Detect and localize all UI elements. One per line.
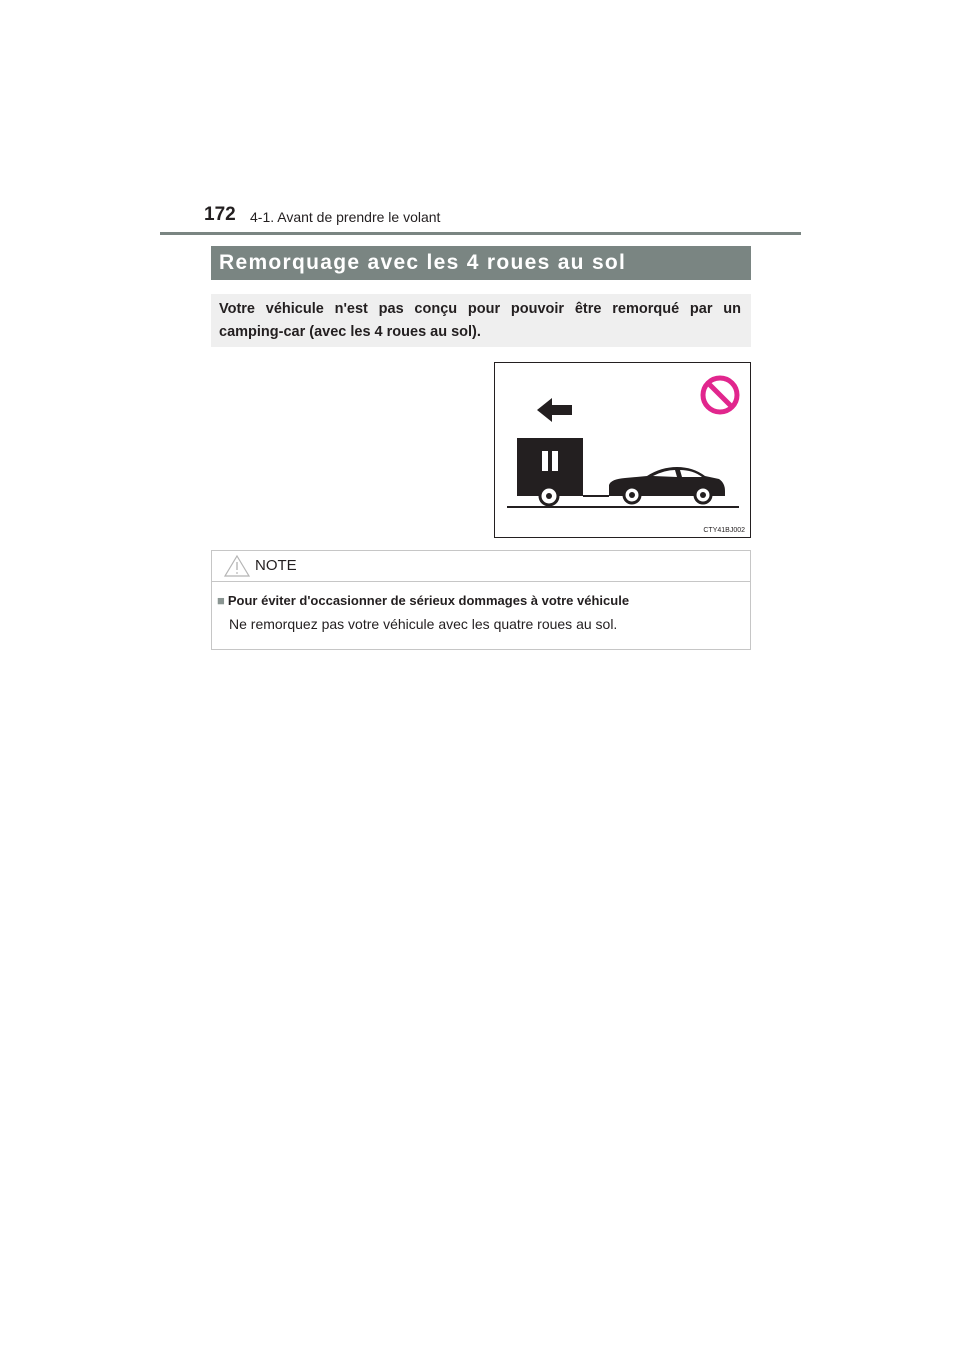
illustration [494, 362, 751, 538]
bullet-square-icon: ■ [217, 593, 225, 608]
note-item-title [217, 593, 629, 608]
arrow-left-icon [537, 398, 572, 422]
car-icon [609, 467, 725, 503]
towing-illustration [495, 363, 752, 539]
note-label: NOTE [255, 557, 297, 574]
prohibition-icon [703, 378, 737, 412]
trailer-icon [517, 438, 609, 505]
header-rule [160, 232, 801, 235]
page-number: 172 [204, 204, 236, 225]
section-title: Remorquage avec les 4 roues au sol [211, 246, 751, 280]
chapter-title: 4-1. Avant de prendre le volant [250, 209, 441, 225]
note-header [212, 551, 750, 582]
note-box [211, 550, 751, 650]
warning-triangle-icon [224, 555, 250, 582]
note-item-title-text: Pour éviter d'occasionner de sérieux dommages à votre véhicule [227, 593, 630, 608]
figure-code: CTY41BJ002 [703, 527, 745, 534]
intro-text: Votre véhicule n'est pas conçu pour pouvoir être remorqué par un camping-car (avec les 4 roues au sol). [211, 294, 751, 347]
note-item-text: Ne remorquez pas votre véhicule avec les quatre roues au sol. [229, 616, 618, 632]
